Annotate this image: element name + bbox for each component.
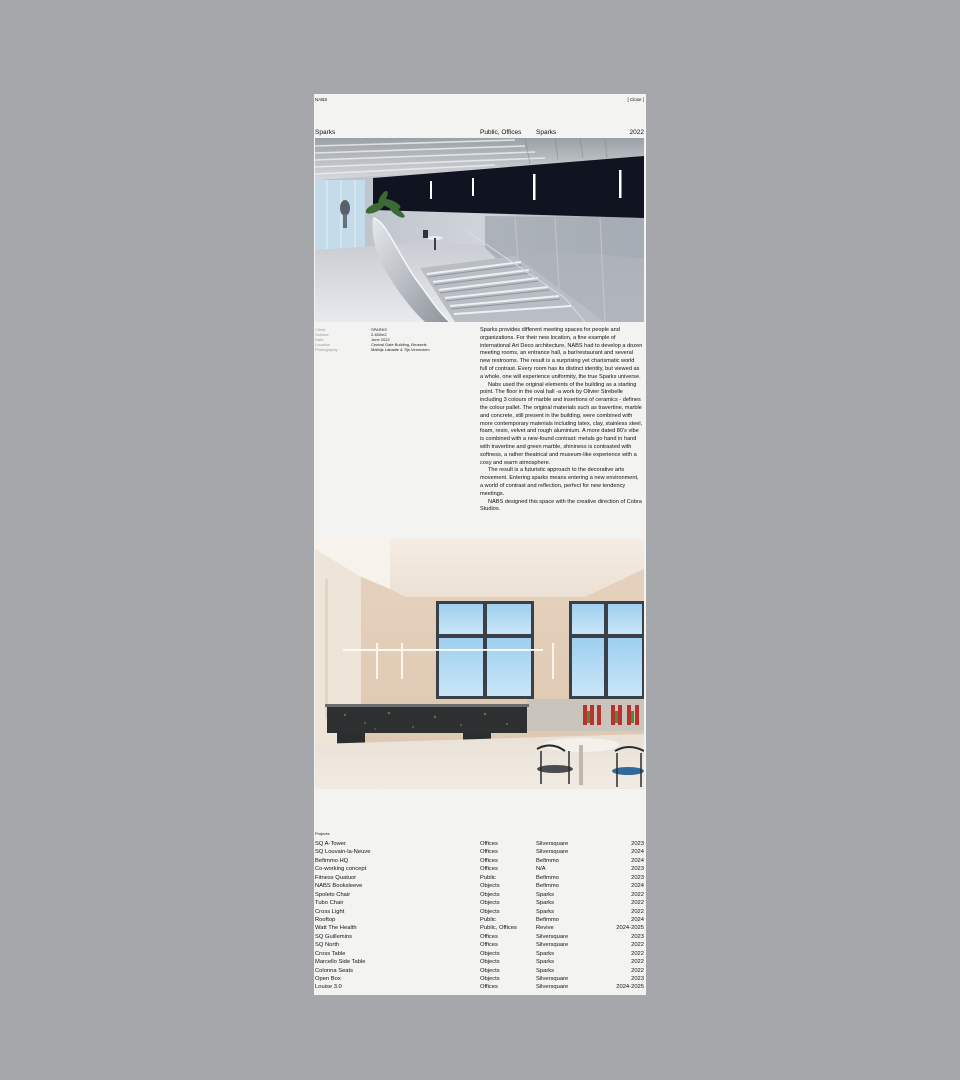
description-paragraph: NABS designed this space with the creative direction of Cobra Studios. <box>480 498 642 513</box>
projects-list <box>315 840 644 992</box>
project-category-cell: Objects <box>480 891 500 898</box>
project-name: Spoleto Chair <box>315 891 351 898</box>
project-category-cell: Offices <box>480 857 498 864</box>
project-category-cell: Offices <box>480 866 498 873</box>
meta-value: Mathijs Labadie & Tijs Vervecken <box>371 347 430 352</box>
project-name: Rooftop <box>315 916 336 923</box>
project-category-cell: Offices <box>480 942 498 949</box>
project-name: SQ North <box>315 942 340 949</box>
project-row[interactable] <box>315 840 644 848</box>
description-paragraph: Sparks provides different meeting spaces for people and organizations. For their new location, a fine example of international Art Deco architecture, NABS had to develop a dozen meeting rooms, an entrance hall, a bar/restaurant and several new restrooms. The result is a surprising yet charismatic world full of contrast. Every room has its distinct identity, but viewed as a whole, one will experience uniformity, the true Sparks universe. <box>480 327 643 380</box>
project-name: NABS Booksleeve <box>315 883 363 890</box>
meta-label: Surface <box>315 332 329 337</box>
project-name: Louise 3.0 <box>315 984 342 991</box>
project-row[interactable] <box>315 908 644 916</box>
project-year-cell: 2022 <box>631 891 644 898</box>
project-category-cell: Objects <box>480 908 500 915</box>
project-row[interactable] <box>315 933 644 941</box>
project-row[interactable] <box>315 950 644 958</box>
project-row[interactable] <box>315 848 644 856</box>
meta-label: Photography <box>315 347 338 352</box>
project-year-cell: 2023 <box>631 841 644 847</box>
project-client-cell: Befimmo <box>536 857 559 864</box>
project-client-cell: Revive <box>536 925 554 932</box>
project-category-cell: Public, Offices <box>480 925 517 932</box>
meta-label: Date <box>315 337 324 342</box>
project-client-cell: Silversquare <box>536 942 569 949</box>
project-client-cell: Silversquare <box>536 933 569 940</box>
project-year-cell: 2022 <box>631 942 644 949</box>
project-year-cell: 2023 <box>631 874 644 881</box>
project-category-cell: Offices <box>480 841 498 847</box>
project-name: Watt The Health <box>315 925 357 932</box>
project-category-cell: Offices <box>480 984 498 991</box>
description-paragraph: The result is a futuristic approach to the decorative arts movement. Entering sparks means entering a new environment, a world of contrast and reflection, perfect for new tendency meetings. <box>480 467 639 497</box>
project-client-cell: Sparks <box>536 959 555 966</box>
project-category-cell: Offices <box>480 849 498 856</box>
project-client-cell: Befimmo <box>536 883 559 890</box>
bar-photo <box>315 539 644 789</box>
project-client-cell: Silversquare <box>536 849 569 856</box>
project-client-cell: Silversquare <box>536 976 569 982</box>
project-year-cell: 2024 <box>631 857 644 864</box>
project-row[interactable] <box>315 857 644 865</box>
project-client-cell: N/A <box>536 866 546 873</box>
project-year-cell: 2024 <box>631 916 644 923</box>
project-year-cell: 2022 <box>631 967 644 974</box>
project-year-cell: 2022 <box>631 950 644 957</box>
project-row[interactable] <box>315 958 644 966</box>
project-client-cell: Silversquare <box>536 841 569 847</box>
project-name: SQ Guillemins <box>315 933 353 940</box>
project-year-cell: 2022 <box>631 900 644 907</box>
meta-value: Central Gate Building, Brussels <box>371 342 427 347</box>
project-row[interactable] <box>315 891 644 899</box>
project-row[interactable] <box>315 975 644 983</box>
project-name: Colonna Seats <box>315 967 354 974</box>
project-client-cell: Silversquare <box>536 984 569 991</box>
project-category-cell: Objects <box>480 950 500 957</box>
nabs-logo-link[interactable]: NABS <box>315 97 328 102</box>
project-category-cell: Public <box>480 916 496 923</box>
project-client: Sparks <box>536 129 557 136</box>
project-client-cell: Sparks <box>536 950 555 957</box>
project-year-cell: 2024-2025 <box>616 984 644 991</box>
project-row[interactable] <box>315 882 644 890</box>
project-name: Cross Light <box>315 908 345 915</box>
meta-label: Client <box>315 327 326 332</box>
project-client-cell: Befimmo <box>536 916 559 923</box>
meta-value: June 2022 <box>371 337 390 342</box>
project-description <box>480 327 643 514</box>
meta-label: Location <box>315 342 331 347</box>
project-client-cell: Sparks <box>536 908 555 915</box>
project-year-cell: 2024-2025 <box>616 925 644 932</box>
project-year-cell: 2022 <box>631 959 644 966</box>
description-paragraph: Nabs used the original elements of the building as a starting point. The floor in the oval hall -a work by Olivier Strebelle including 3 colours of marble and insertions of ceramics - defines the colour pallet. The original materials such as travertine, marble and concrete, still present in the building, were combined with more contemporary materials including latex, clay, stainless steel, foam, resin, velvet and rough aluminium. A more dated 80's vibe is combined with a new-found contrast: metals go hand in hand with travertine and green marble, shininess is contrasted with softness, a rather theatrical and museum-like experience with a cosy and warm atmosphere. <box>480 381 643 466</box>
project-name: SQ A-Tower <box>315 841 346 847</box>
meta-value: 2.450m2 <box>371 332 387 337</box>
project-client-cell: Befimmo <box>536 874 559 881</box>
project-category-cell: Objects <box>480 883 500 890</box>
project-name: Befimmo HQ <box>315 857 349 864</box>
project-row[interactable] <box>315 924 644 932</box>
project-page <box>314 94 646 995</box>
project-name: Tubo Chair <box>315 900 344 907</box>
project-year-cell: 2023 <box>631 976 644 982</box>
project-row[interactable] <box>315 874 644 882</box>
meta-list <box>315 327 430 352</box>
project-name: Open Box <box>315 976 341 982</box>
project-client-cell: Sparks <box>536 891 555 898</box>
project-name: Marcello Side Table <box>315 959 366 966</box>
project-year-cell: 2023 <box>631 933 644 940</box>
project-year-cell: 2022 <box>631 908 644 915</box>
project-category-cell: Objects <box>480 959 500 966</box>
project-title: Sparks <box>315 129 336 136</box>
close-button[interactable]: [ Close ] <box>627 97 644 102</box>
project-row[interactable] <box>315 983 644 991</box>
meta-value: SPARKS <box>371 327 387 332</box>
project-row[interactable] <box>315 967 644 975</box>
project-year: 2022 <box>629 129 644 136</box>
project-name: Fitness Quatuor <box>315 874 357 881</box>
project-row[interactable] <box>315 899 644 907</box>
project-year-cell: 2024 <box>631 849 644 856</box>
project-name: Co-working concept <box>315 866 367 873</box>
hero-photo-stairs <box>315 138 644 322</box>
project-name: Cross Table <box>315 950 346 957</box>
project-client-cell: Sparks <box>536 900 555 907</box>
project-row[interactable] <box>315 916 644 924</box>
project-category-cell: Objects <box>480 976 500 982</box>
meta-row <box>315 347 430 352</box>
project-category-cell: Offices <box>480 933 498 940</box>
project-category-cell: Objects <box>480 967 500 974</box>
project-row[interactable] <box>315 941 644 949</box>
projects-heading: Projects <box>315 831 330 836</box>
project-client-cell: Sparks <box>536 967 555 974</box>
project-year-cell: 2024 <box>631 883 644 890</box>
project-year-cell: 2023 <box>631 866 644 873</box>
project-category-cell: Public <box>480 874 496 881</box>
project-category: Public, Offices <box>480 129 522 136</box>
project-name: SQ Louvain-la-Neuve <box>315 849 371 856</box>
project-category-cell: Objects <box>480 900 500 907</box>
project-row[interactable] <box>315 865 644 873</box>
